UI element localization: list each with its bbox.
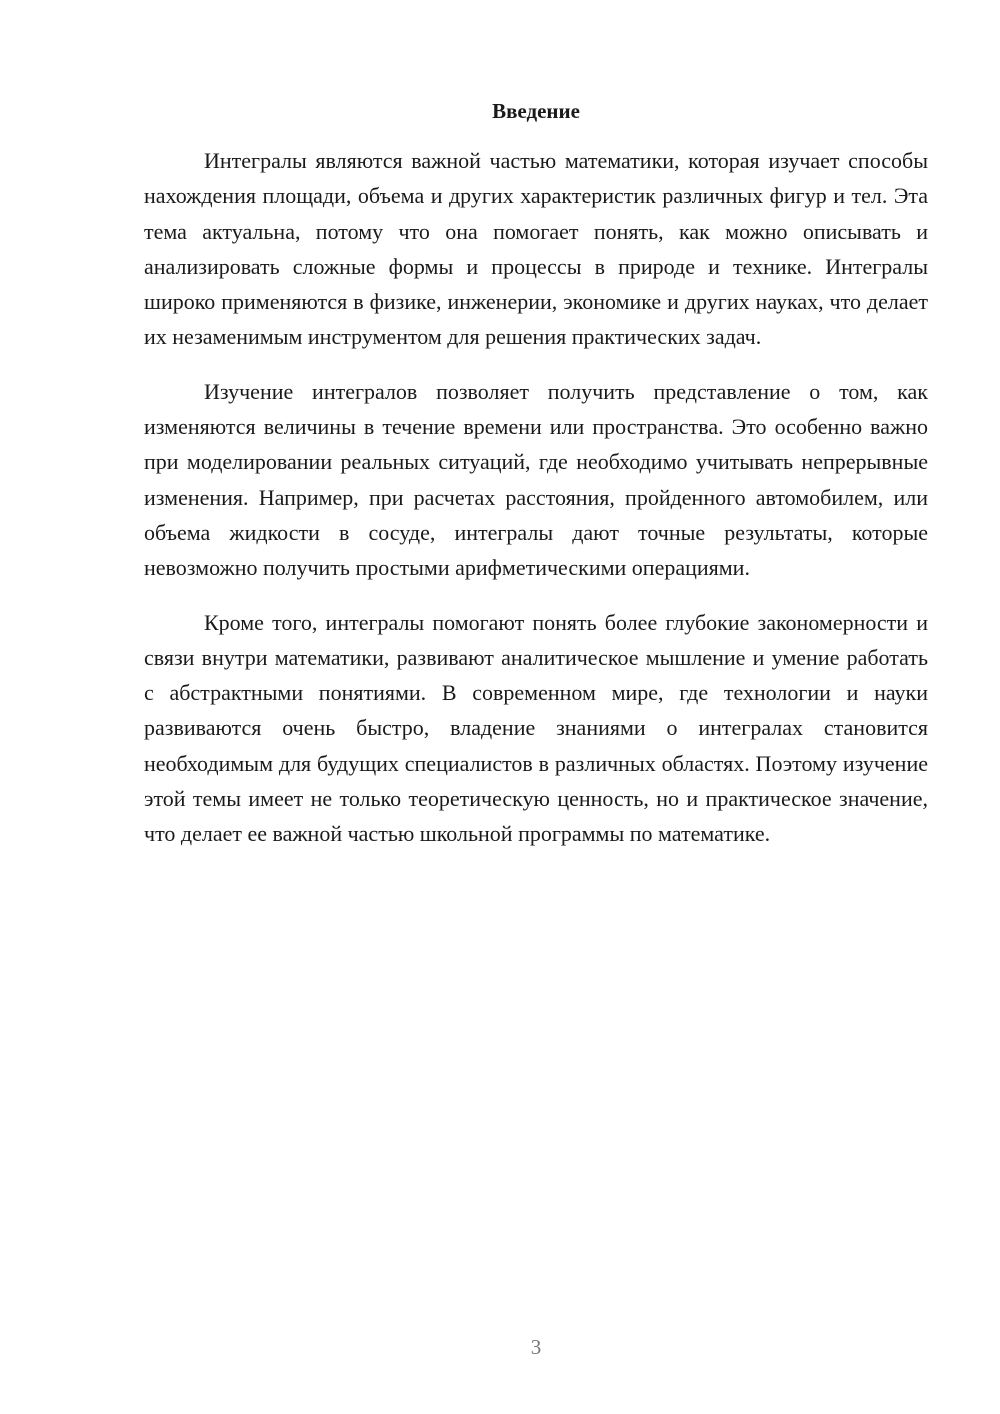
paragraph-1: Интегралы являются важной частью математики, которая изучает способы нахождения площади, объема и других характеристик различных фигур и тел. Эта тема актуальна, потому что она помогает понять, как можно описывать и анализировать сложные формы и процессы в природе и технике. Интегралы широко применяются в физике, инженерии, экономике и других науках, что делает их незаменимым инструментом для решения практических задач.	[144, 148, 928, 350]
body-text	[144, 143, 928, 871]
paragraph-2: Изучение интегралов позволяет получить представление о том, как изменяются величины в течение времени или пространства. Это особенно важно при моделировании реальных ситуаций, где необходимо учитывать непрерывные изменения. Например, при расчетах расстояния, пройденного автомобилем, или объема жидкости в сосуде, интегралы дают точные результаты, которые невозможно получить простыми арифметическими операциями.	[144, 378, 928, 581]
section-heading: Введение	[492, 99, 580, 123]
page-number: 3	[530, 1335, 542, 1359]
paragraph-3: Кроме того, интегралы помогают понять более глубокие закономерности и связи внутри математики, развивают аналитическое мышление и умение работать с абстрактными понятиями. В современном мире, где технологии и науки развиваются очень быстро, владение знаниями о интегралах становится необходимым для будущих специалистов в различных областях. Поэтому изучение этой темы имеет не только теоретическую ценность, но и практическое значение, что делает ее важной частью школьной программы по математике.	[144, 609, 928, 847]
